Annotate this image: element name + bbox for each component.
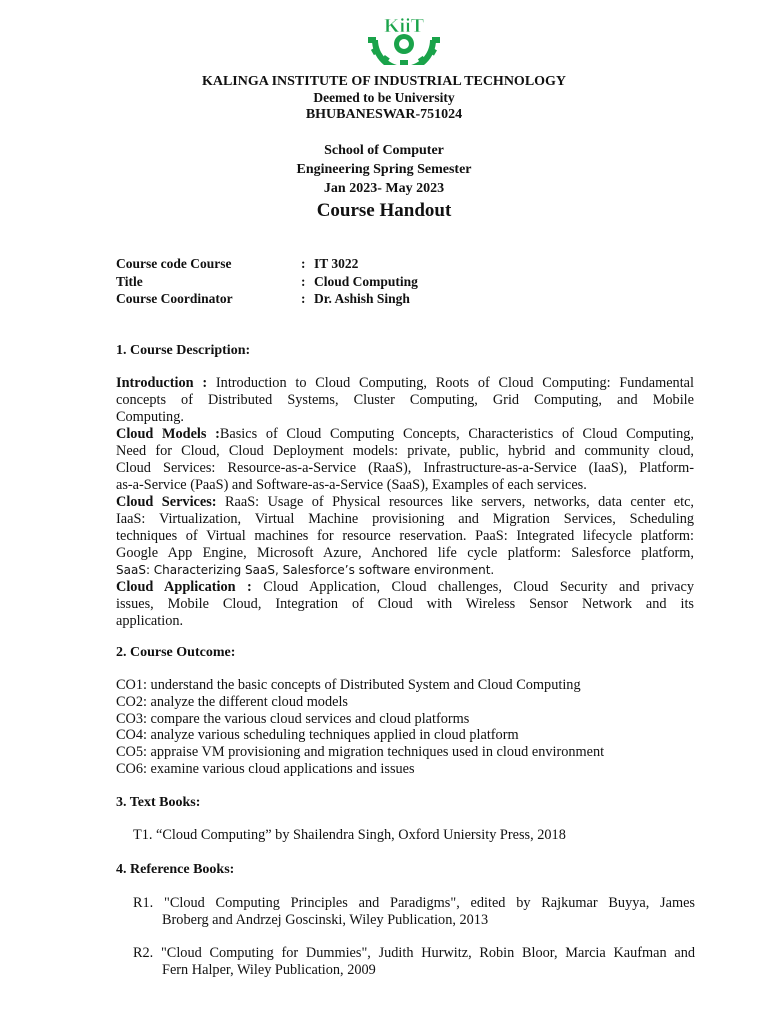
reference-item [133, 895, 695, 929]
outcome-item: CO3: compare the various cloud services and cloud platforms [116, 711, 470, 727]
page-title: Course Handout [316, 200, 452, 221]
outcome-item: CO4: analyze various scheduling techniques applied in cloud platform [116, 727, 519, 743]
application-label: Cloud Application : [116, 579, 252, 595]
text-line: application. [116, 613, 184, 629]
section-heading: 1. Course Description: [116, 343, 251, 358]
university-status: Deemed to be University [313, 90, 455, 105]
info-sep: : [301, 291, 306, 306]
models-label: Cloud Models : [116, 426, 220, 442]
outcome-item: CO6: examine various cloud applications and issues [116, 761, 415, 777]
text-line: Broberg and Andrzej Goscinski, Wiley Publication, 2013 [162, 912, 489, 928]
text-line: Need for Cloud, Cloud Deployment models: private, public, hybrid and community cloud, [116, 443, 694, 459]
info-sep: : [301, 256, 306, 271]
text-line: Google App Engine, Microsoft Azure, Anchored life cycle platform: Salesforce platform, [116, 545, 694, 561]
section-heading: 2. Course Outcome: [116, 645, 236, 660]
info-sep: : [301, 274, 306, 289]
reference-item [133, 945, 695, 979]
text-line: R1. "Cloud Computing Principles and Paradigms", edited by Rajkumar Buyya, James [133, 895, 695, 911]
info-label: Course Coordinator [116, 291, 233, 306]
text-line: Basics of Cloud Computing Concepts, Characteristics of Cloud Computing, [219, 426, 694, 442]
text-line: Cloud Application, Cloud challenges, Cloud Security and privacy [251, 579, 694, 595]
outcome-item: CO2: analyze the different cloud models [116, 694, 348, 710]
logo-wordmark: KiiT [383, 15, 425, 37]
text-line: concepts of Distributed Systems, Cluster Computing, Grid Computing, and Mobile [116, 392, 694, 408]
text-line: issues, Mobile Cloud, Integration of Cloud with Wireless Sensor Network and its [116, 596, 694, 612]
info-value: Cloud Computing [314, 274, 418, 289]
outcome-item: CO1: understand the basic concepts of Distributed System and Cloud Computing [116, 677, 581, 693]
institute-name: KALINGA INSTITUTE OF INDUSTRIAL TECHNOLOGY [201, 74, 567, 89]
school-line1: School of Computer [324, 143, 444, 158]
text-line: Cloud Services: Resource-as-a-Service (RaaS), Infrastructure-as-a-Service (IaaS), Platform- [116, 460, 694, 476]
text-line: techniques of Virtual machines for resource reservation. PaaS: Integrated lifecycle platform: [116, 528, 694, 544]
text-line: as-a-Service (PaaS) and Software-as-a-Service (SaaS), Examples of each services. [116, 477, 587, 493]
section-heading: 3. Text Books: [116, 795, 201, 810]
info-label: Title [116, 274, 143, 289]
outcome-item: CO5: appraise VM provisioning and migration techniques used in cloud environment [116, 744, 605, 760]
course-description [116, 375, 694, 630]
section-heading: 4. Reference Books: [116, 862, 235, 877]
text-line: RaaS: Usage of Physical resources like servers, networks, data center etc, [216, 494, 694, 510]
text-line: Introduction to Cloud Computing, Roots of Cloud Computing: Fundamental [207, 375, 694, 391]
text-line: Computing. [116, 409, 184, 425]
info-value: Dr. Ashish Singh [314, 291, 410, 306]
text-line: Fern Halper, Wiley Publication, 2009 [162, 962, 376, 978]
text-line: SaaS: Characterizing SaaS, Salesforce’s software environment. [116, 563, 495, 577]
intro-label: Introduction : [116, 375, 208, 391]
session: Jan 2023- May 2023 [323, 181, 445, 196]
text-line: R2. "Cloud Computing for Dummies", Judith Hurwitz, Robin Bloor, Marcia Kaufman and [133, 945, 695, 961]
city-pin: BHUBANESWAR-751024 [305, 107, 463, 122]
school-line2: Engineering Spring Semester [296, 162, 472, 177]
kiit-logo [364, 10, 444, 65]
text-line: IaaS: Virtualization, Virtual Machine provisioning and Migration Services, Scheduling [116, 511, 694, 527]
info-label: Course code Course [116, 256, 232, 271]
services-label: Cloud Services: [116, 494, 217, 510]
textbook-item: T1. “Cloud Computing” by Shailendra Singh, Oxford Uniersity Press, 2018 [133, 827, 566, 843]
info-value: IT 3022 [314, 256, 359, 271]
